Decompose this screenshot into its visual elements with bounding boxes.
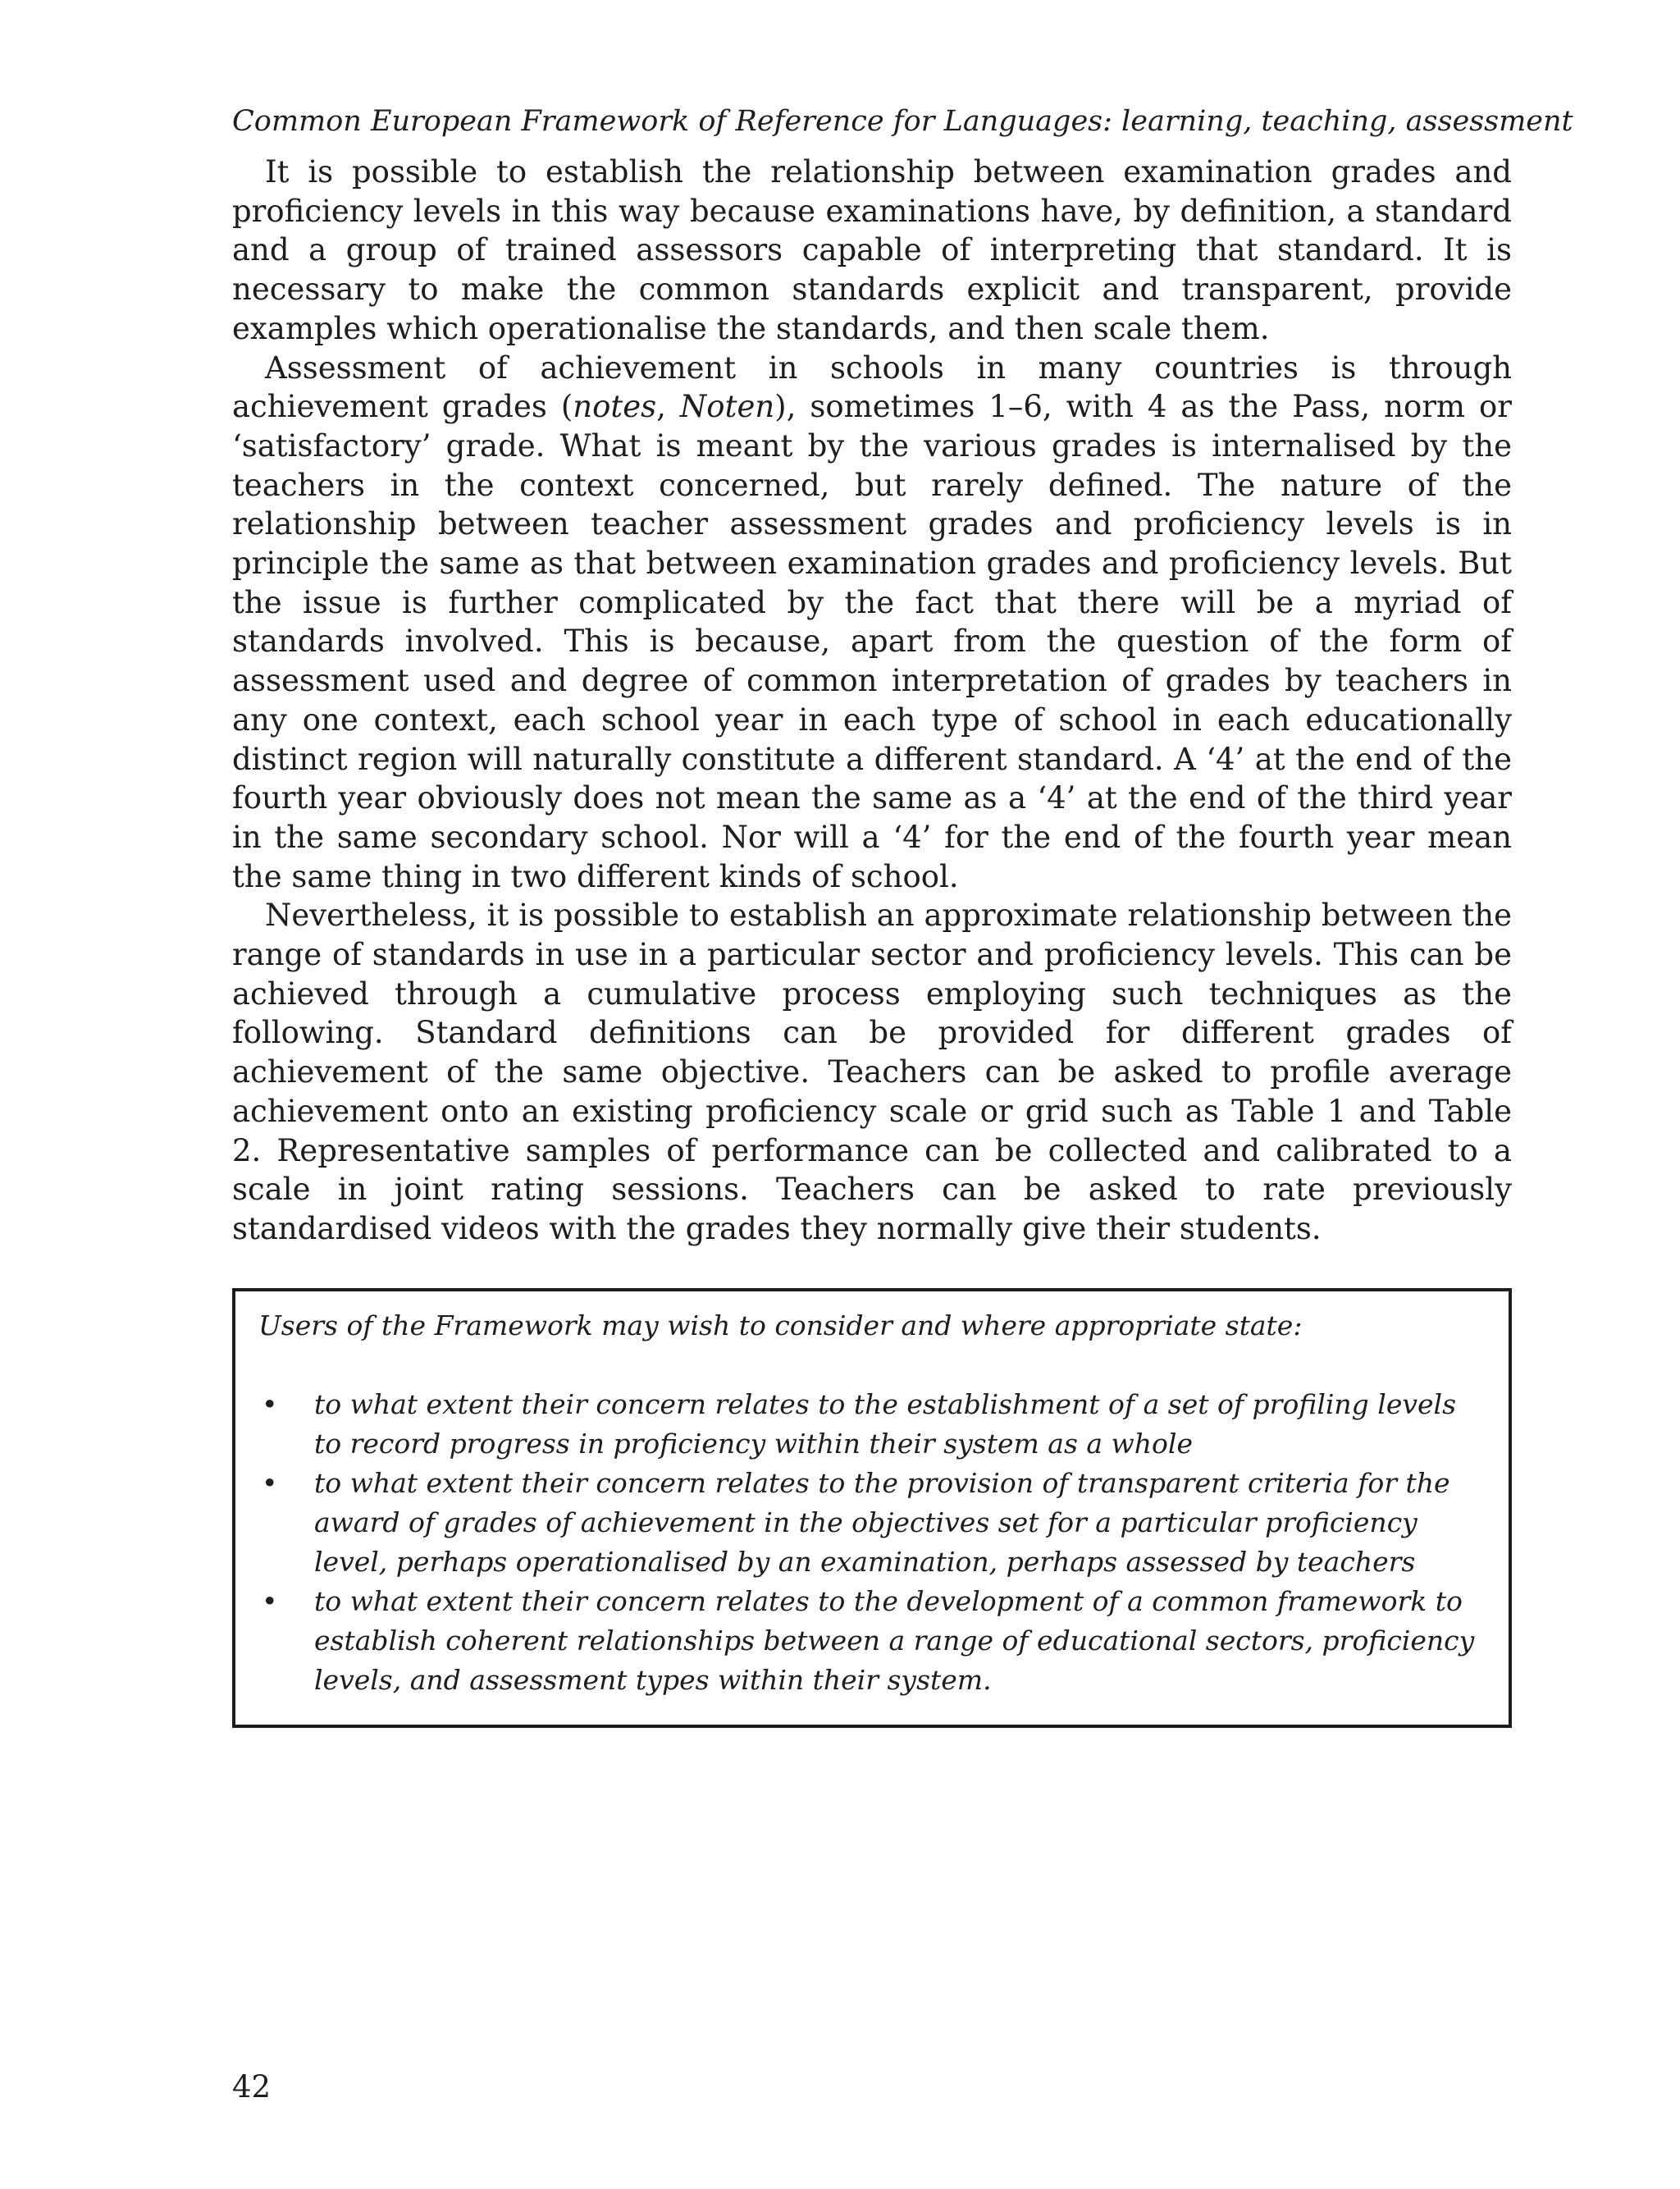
term-notes: notes bbox=[573, 389, 657, 425]
paragraph-1: It is possible to establish the relationship between examination grades and proficiency levels in this way because examinations have, by definition, a standard and a group of trained assessors capable of interpreting that standard. It is necessary to make the common standards explicit and transparent, provide examples which operationalise the standards, and then scale them. bbox=[232, 154, 1512, 346]
bullet-icon: • bbox=[262, 1387, 278, 1420]
consider-box bbox=[232, 1288, 1512, 1728]
consider-box-intro: Users of the Framework may wish to consider and where appropriate state: bbox=[258, 1309, 1303, 1341]
running-header: Common European Framework of Reference for Languages: learning, teaching, assessment bbox=[232, 105, 1573, 138]
paragraph-2-rest: ), sometimes 1–6, with 4 as the Pass, norm or ‘satisfactory’ grade. What is meant by the various grades is internalised by the teachers in the context concerned, but rarely defined. The nature of the relationship between teacher assessment grades and proficiency levels is in principle the same as that between examination grades and proficiency levels. But the issue is further complicated by the fact that there will be a myriad of standards involved. This is because, apart from the question of the form of assessment used and degree of common interpretation of grades by teachers in any one context, each school year in each type of school in each educationally distinct region will naturally constitute a different standard. A ‘4’ at the end of the fourth year obviously does not mean the same as a ‘4’ at the end of the third year in the same secondary school. Nor will a ‘4’ for the end of the fourth year mean the same thing in two different kinds of school. bbox=[232, 389, 1512, 894]
bullet-icon: • bbox=[262, 1584, 278, 1617]
consider-item bbox=[258, 1464, 1486, 1582]
consider-item-text: to what extent their concern relates to the provision of transparent criteria for the award of grades of achievement in the objectives set for a particular proficiency level, perhaps operationalised by an examination, perhaps assessed by teachers bbox=[314, 1466, 1450, 1578]
paragraph-2-start: Assessment of achievement in schools in many countries is through achievement grades ( bbox=[232, 350, 1512, 425]
term-noten: Noten bbox=[679, 389, 775, 425]
consider-item-text: to what extent their concern relates to the establishment of a set of profiling levels to record progress in proficiency within their system as a whole bbox=[314, 1387, 1457, 1460]
consider-item bbox=[258, 1582, 1486, 1700]
bullet-icon: • bbox=[262, 1466, 278, 1499]
paragraph-2-separator: , bbox=[656, 389, 680, 425]
consider-item-text: to what extent their concern relates to the development of a common framework to establish coherent relationships between a range of educational sectors, proficiency levels, and assessment types within their system. bbox=[314, 1584, 1475, 1696]
paragraph-3: Nevertheless, it is possible to establish an approximate relationship between the range of standards in use in a particular sector and proficiency levels. This can be achieved through a cumulative process employing such techniques as the following. Standard definitions can be provided for different grades of achievement of the same objective. Teachers can be asked to profile average achievement onto an existing proficiency scale or grid such as Table 1 and Table 2. Representative samples of performance can be collected and calibrated to a scale in joint rating sessions. Teachers can be asked to rate previously standardised videos with the grades they normally give their students. bbox=[232, 898, 1512, 1246]
page-number: 42 bbox=[232, 2069, 272, 2104]
consider-list bbox=[258, 1385, 1486, 1700]
page-content bbox=[232, 97, 1573, 1728]
body-text bbox=[232, 153, 1512, 1249]
consider-item bbox=[258, 1385, 1486, 1464]
paragraph-2 bbox=[232, 349, 1512, 897]
